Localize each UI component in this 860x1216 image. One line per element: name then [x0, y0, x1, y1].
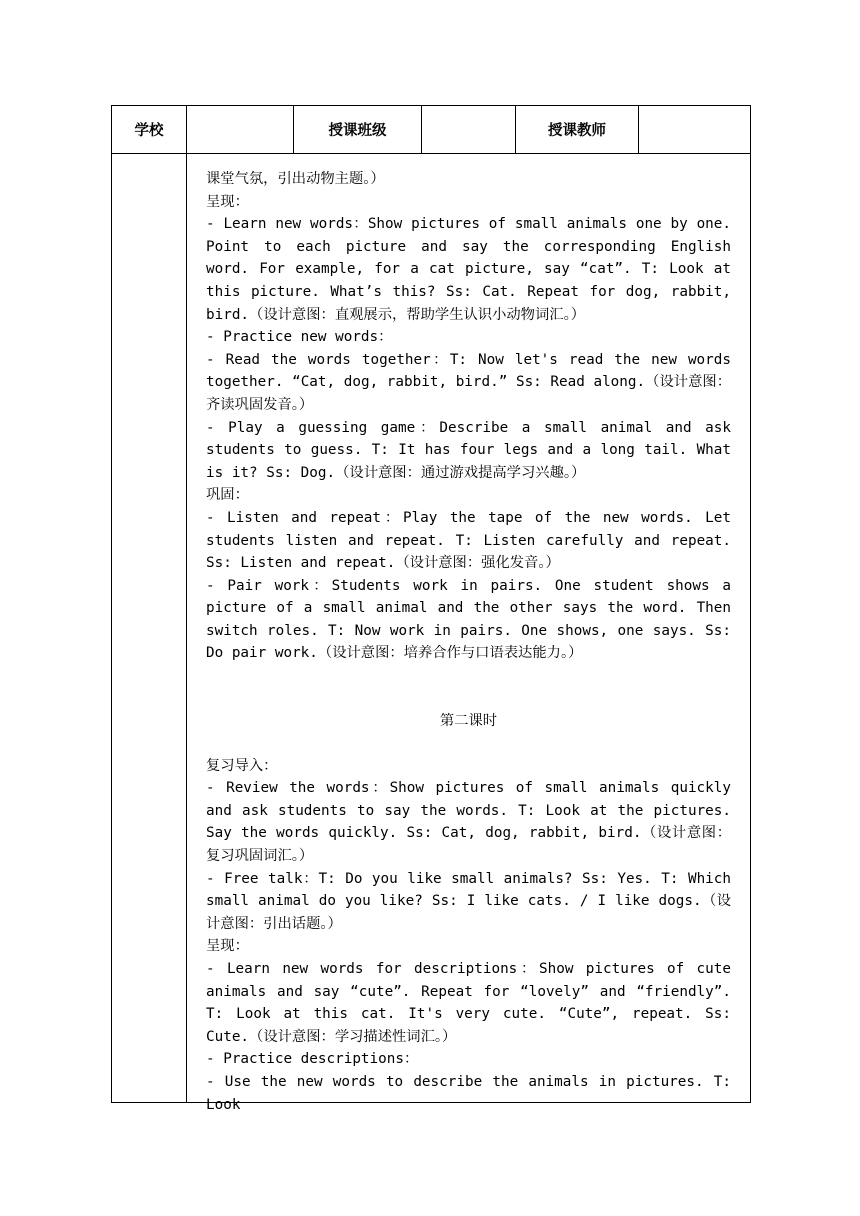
class-label: 授课班级 — [294, 106, 422, 154]
text-line: - Review the words：Show pictures of small animals quickly and ask students to say the words. T: Look at the pictures. Say the words quickly. Ss: Cat, dog, rabbit, bird.（设计意图：复习巩固词汇。） — [206, 780, 731, 865]
text-line: 复习导入： — [206, 757, 278, 774]
school-value — [187, 106, 294, 154]
content-cell — [187, 154, 751, 1113]
text-line: - Listen and repeat：Play the tape of the new words. Let students listen and repeat. T: Listen carefully and repeat. Ss: Listen and repeat.（设计意图：强化发音。） — [206, 509, 731, 572]
text-line: 呈现： — [206, 938, 249, 955]
text-line: - Read the words together：T: Now let's read the new words together. “Cat, dog, rabbit, bird.” Ss: Read along.（设计意图：齐读巩固发音。） — [206, 351, 731, 413]
teacher-label: 授课教师 — [516, 106, 639, 154]
text-line: 巩固： — [206, 487, 249, 504]
text-line: 课堂气氛，引出动物主题。） — [206, 171, 385, 187]
body-row — [112, 154, 751, 1103]
text-line: - Learn new words：Show pictures of small animals one by one. Point to each picture and say the corresponding English word. For example, for a cat picture, say “cat”. T: Look at this picture. What’s this? Ss: Cat. Repeat for dog, rabbit, bird.（设计意图：直观展示，帮助学生认识小动物词汇。） — [206, 216, 731, 323]
class-value — [422, 106, 516, 154]
text-line: - Play a guessing game：Describe a small animal and ask students to guess. T: It has four legs and a long tail. What is it? Ss: Dog.（设计意图：通过游戏提高学习兴趣。） — [206, 419, 731, 481]
school-label: 学校 — [112, 106, 187, 154]
text-line: - Practice descriptions： — [206, 1051, 419, 1068]
text-line: 呈现： — [206, 193, 249, 210]
header-row — [112, 106, 751, 154]
text-line: - Practice new words： — [206, 329, 393, 346]
text-line: - Use the new words to describe the animals in pictures. T: Look — [206, 1073, 731, 1113]
lesson-content — [187, 154, 750, 1113]
lesson-plan-table — [111, 105, 751, 1113]
left-margin-cell — [112, 154, 187, 1103]
text-line: - Learn new words for descriptions：Show pictures of cute animals and say “cute”. Repeat for “lovely” and “friendly”. T: Look at this cat. It's very cute. “Cute”, repeat. Ss: Cute.（设计意图：学习描述性词汇。） — [206, 961, 731, 1045]
text-line: - Free talk：T: Do you like small animals? Ss: Yes. T: Which small animal do you like? Ss: I like cats. / I like dogs.（设计意图：引出话题。） — [206, 870, 731, 932]
section-title: 第二课时 — [439, 713, 498, 730]
text-line: - Pair work：Students work in pairs. One student shows a picture of a small animal and the other says the word. Then switch roles. T: Now work in pairs. One shows, one says. Ss: Do pair work.（设计意图：培养合作与口语表达能力。） — [206, 577, 731, 662]
teacher-value — [639, 106, 751, 154]
spacer — [206, 733, 731, 755]
spacer — [206, 665, 731, 710]
